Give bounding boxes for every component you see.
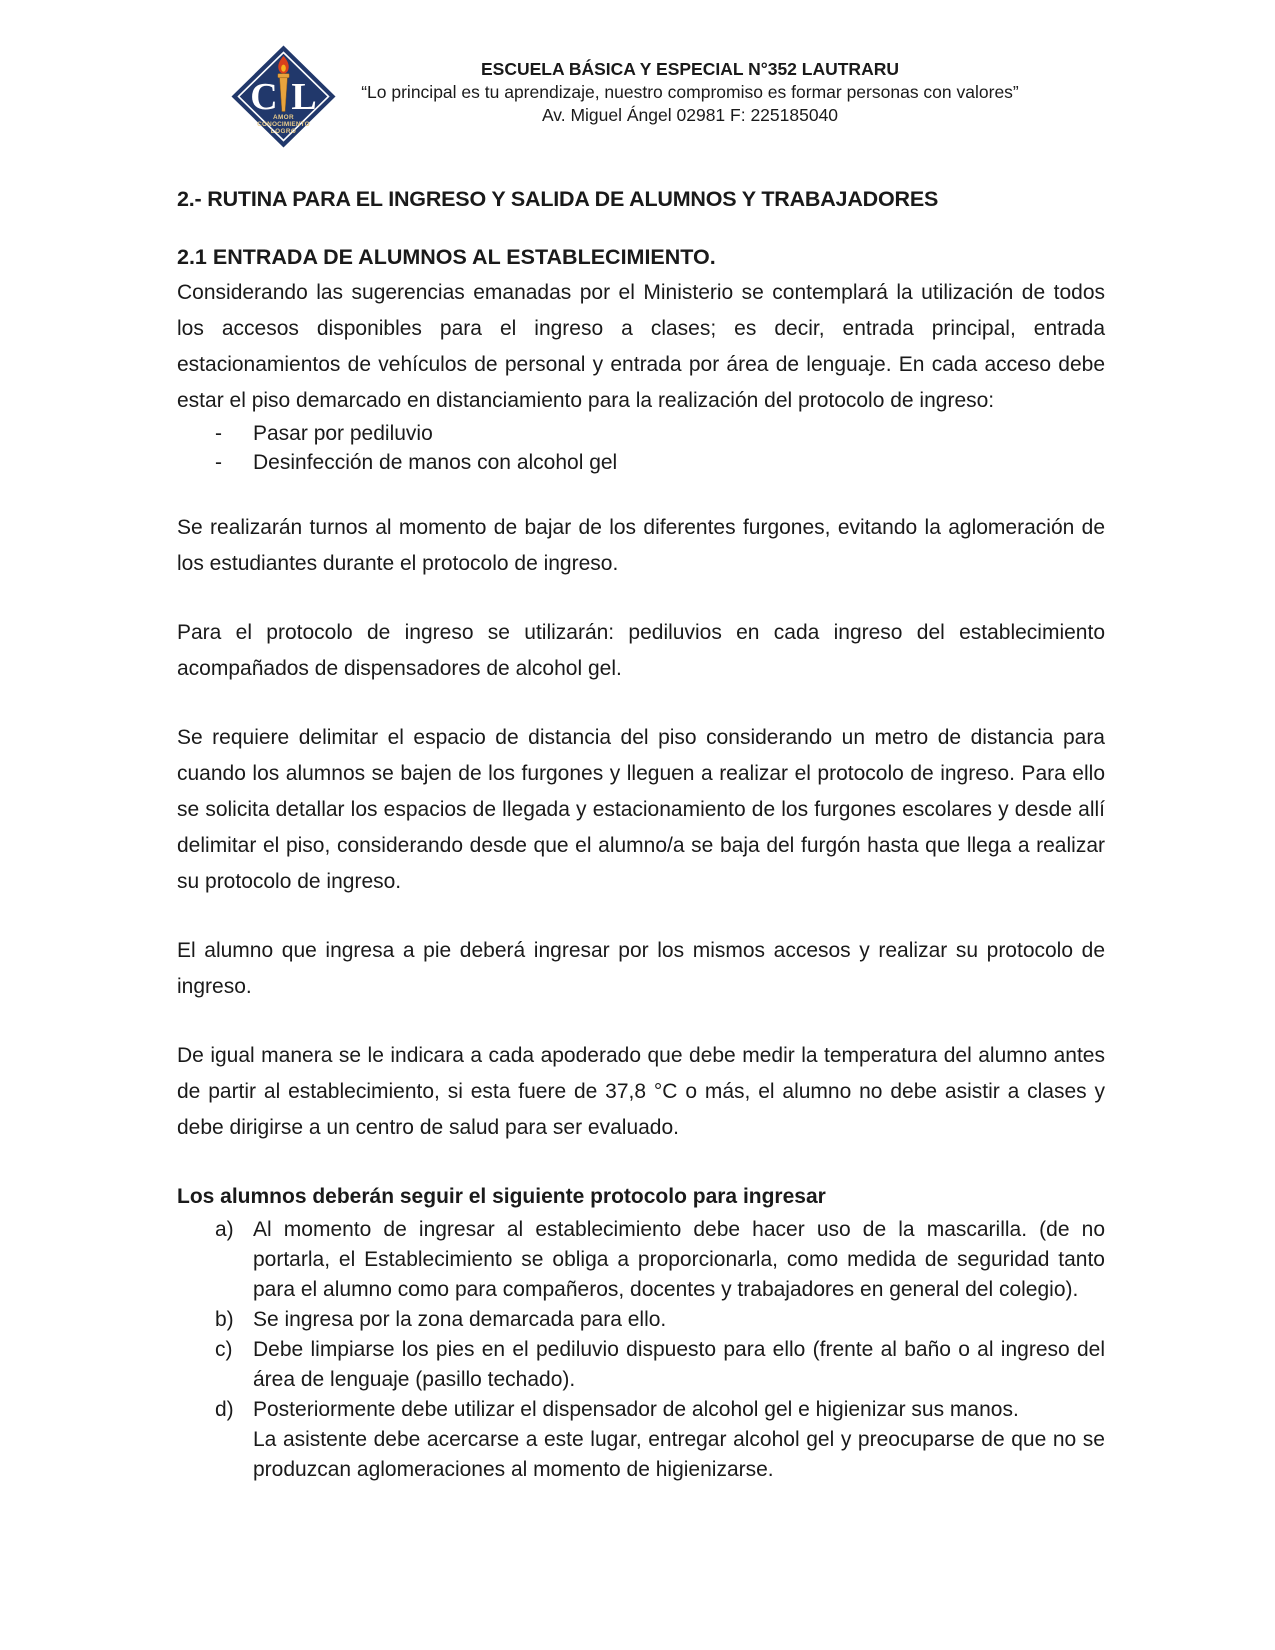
section-title: 2.- RUTINA PARA EL INGRESO Y SALIDA DE ALUMNOS Y TRABAJADORES: [177, 187, 939, 211]
dash-list: [177, 419, 1105, 477]
logo-letter-l: L: [291, 76, 317, 118]
dash-bullet: -: [215, 451, 222, 474]
list-item-text: Desinfección de manos con alcohol gel: [253, 451, 618, 474]
list-item-text: Debe limpiarse los pies en el pediluvio dispuesto para ello (frente al baño o al ingreso del área de lenguaje (pasillo techado).: [253, 1338, 1105, 1391]
paragraph-pediluvios: Para el protocolo de ingreso se utilizarán: pediluvios en cada ingreso del establecimiento acompañados de dispensadores de alcohol gel.: [177, 621, 1105, 680]
logo-motto-line-3: LOGRO: [270, 128, 297, 135]
list-item-text: Se ingresa por la zona demarcada para ello.: [253, 1308, 667, 1331]
list-item-text-line-1: Posteriormente debe utilizar el dispensador de alcohol gel e higienizar sus manos.: [253, 1398, 1019, 1421]
logo-motto-line-1: AMOR: [272, 114, 295, 121]
list-item: [177, 1335, 1105, 1395]
school-name: ESCUELA BÁSICA Y ESPECIAL N°352 LAUTRARU: [480, 59, 899, 79]
dash-bullet: -: [215, 422, 222, 445]
list-item: [177, 1305, 1105, 1335]
school-slogan: “Lo principal es tu aprendizaje, nuestro compromiso es formar personas con valores”: [361, 82, 1019, 102]
list-item-text: Pasar por pediluvio: [253, 422, 433, 445]
document-body: [177, 181, 1105, 1485]
paragraph-intro: Considerando las sugerencias emanadas por el Ministerio se contemplará la utilización de todos los accesos disponibles para el ingreso a clases; es decir, entrada principal, entrada estacionamientos de vehículos de personal y entrada por área de lenguaje. En cada acceso debe estar el piso demarcado en distanciamiento para la realización del protocolo de ingreso:: [177, 281, 1105, 412]
protocol-heading: Los alumnos deberán seguir el siguiente protocolo para ingresar: [177, 1185, 826, 1208]
logo-motto-line-2: CONOCIMIENTO: [257, 121, 310, 128]
list-item: [177, 448, 1105, 477]
list-item-text: [253, 1395, 1105, 1485]
paragraph-delimitar: Se requiere delimitar el espacio de distancia del piso considerando un metro de distancia para cuando los alumnos se bajen de los furgones y lleguen a realizar el protocolo de ingreso. Para ello se solicita detallar los espacios de llegada y estacionamiento de los furgones escolares y desde allí delimitar el piso, considerando desde que el alumno/a se baja del furgón hasta que llega a realizar su protocolo de ingreso.: [177, 726, 1105, 893]
letter-marker: d): [215, 1398, 234, 1421]
logo-letter-c: C: [250, 76, 278, 118]
letter-marker: c): [215, 1338, 233, 1361]
list-item-text-line-2: La asistente debe acercarse a este lugar, entregar alcohol gel y preocuparse de que no se produzcan aglomeraciones al momento de higienizarse.: [253, 1428, 1105, 1481]
paragraph-temperatura: De igual manera se le indicara a cada apoderado que debe medir la temperatura del alumno antes de partir al establecimiento, si esta fuere de 37,8 °C o más, el alumno no debe asistir a clases y debe dirigirse a un centro de salud para ser evaluado.: [177, 1044, 1105, 1139]
paragraph-ingreso-pie: El alumno que ingresa a pie deberá ingresar por los mismos accesos y realizar su protocolo de ingreso.: [177, 939, 1105, 998]
school-address: Av. Miguel Ángel 02981 F: 225185040: [541, 105, 839, 125]
list-item: [177, 419, 1105, 448]
list-item-text: Al momento de ingresar al establecimiento debe hacer uso de la mascarilla. (de no portarla, el Establecimiento se obliga a proporcionarla, como medida de seguridad tanto para el alumno como para compañeros, docentes y trabajadores en general del colegio).: [253, 1218, 1105, 1301]
subsection-title: 2.1 ENTRADA DE ALUMNOS AL ESTABLECIMIENTO.: [177, 245, 716, 269]
letter-marker: a): [215, 1218, 234, 1241]
letter-marker: b): [215, 1308, 234, 1331]
list-item: [177, 1395, 1105, 1485]
letter-list: [177, 1215, 1105, 1485]
header-text-block: [280, 58, 1100, 127]
paragraph-turnos: Se realizarán turnos al momento de bajar de los diferentes furgones, evitando la aglomeración de los estudiantes durante el protocolo de ingreso.: [177, 516, 1105, 575]
list-item: [177, 1215, 1105, 1305]
